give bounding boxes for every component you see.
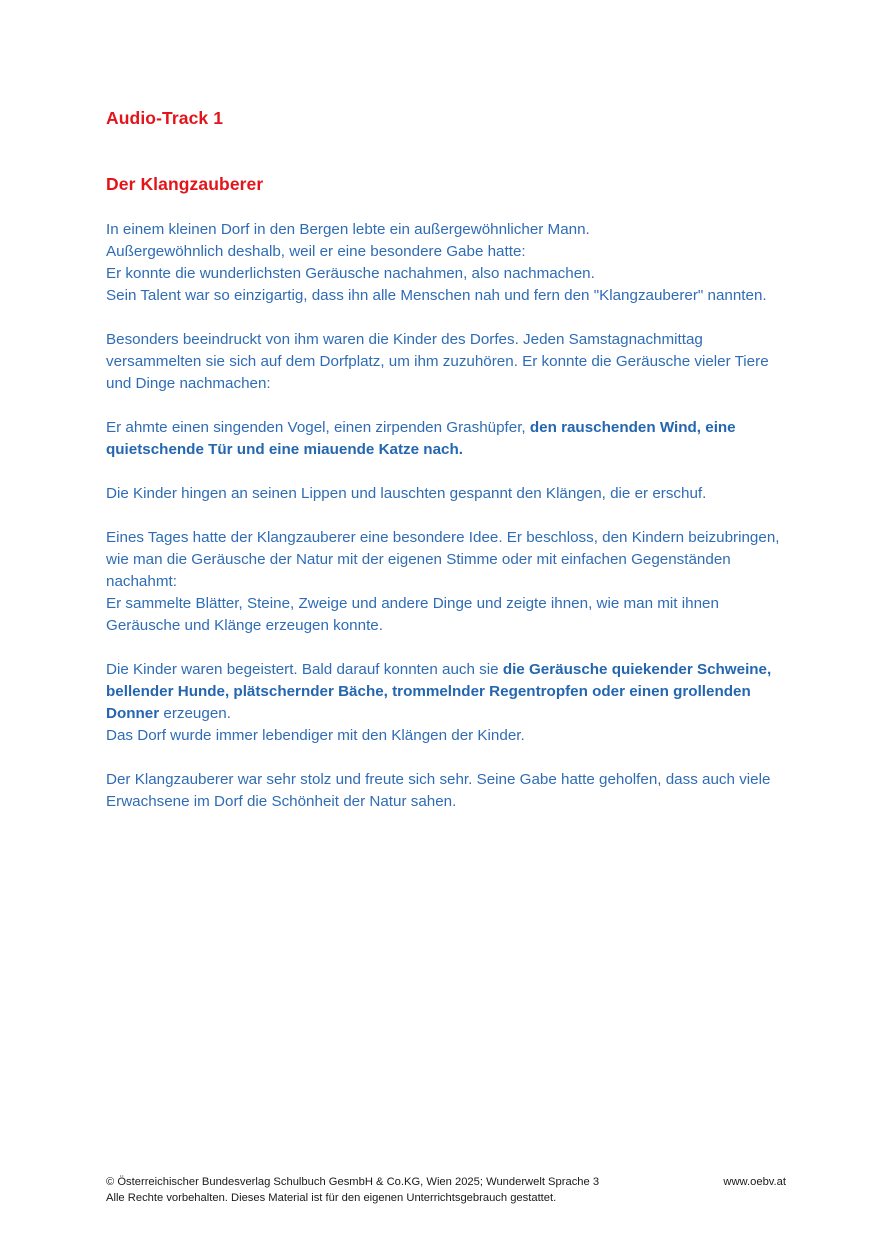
paragraph-2: Besonders beeindruckt von ihm waren die Kinder des Dorfes. Jeden Samstagnachmittag versammelten sie sich auf dem Dorfplatz, um ihm zuzuhören. Er konnte die Geräusche vieler Tiere und Dinge nachmachen: bbox=[106, 331, 769, 392]
footer-copyright: © Österreichischer Bundesverlag Schulbuch GesmbH & Co.KG, Wien 2025; Wunderwelt Sprache 3 bbox=[106, 1176, 600, 1188]
paragraph-3-bold: den rauschenden Wind, eine quietschende Tür und eine miauende Katze nach. bbox=[106, 419, 736, 458]
footer-rights: Alle Rechte vorbehalten. Dieses Material ist für den eigenen Unterrichtsgebrauch gestattet. bbox=[106, 1192, 557, 1204]
paragraph-5-line-2: Er sammelte Blätter, Steine, Zweige und andere Dinge und zeigte ihnen, wie man mit ihnen Geräusche und Klänge erzeugen konnte. bbox=[106, 595, 719, 634]
story-body bbox=[106, 219, 796, 835]
paragraph-6-line-1 bbox=[106, 659, 796, 725]
paragraph-6-after: erzeugen. bbox=[159, 705, 231, 722]
paragraph-6-line-2: Das Dorf wurde immer lebendiger mit den Klängen der Kinder. bbox=[106, 727, 525, 744]
paragraph-6-bold: die Geräusche quiekender Schweine, bellender Hunde, plätschernder Bäche, trommelnder Regentropfen oder einen grollenden Donner bbox=[106, 661, 772, 722]
paragraph-3-text: Er ahmte einen singenden Vogel, einen zirpenden Grashüpfer, bbox=[106, 419, 530, 436]
paragraph-6 bbox=[106, 659, 796, 747]
page-footer bbox=[106, 1174, 786, 1206]
paragraph-1-line-1: In einem kleinen Dorf in den Bergen lebte ein außergewöhnlicher Mann. bbox=[106, 221, 590, 238]
audio-track-title: Audio-Track 1 bbox=[106, 108, 224, 128]
paragraph-1 bbox=[106, 219, 796, 307]
paragraph-5 bbox=[106, 527, 796, 637]
footer-row bbox=[106, 1174, 786, 1190]
paragraph-1-line-2: Außergewöhnlich deshalb, weil er eine besondere Gabe hatte: bbox=[106, 243, 526, 260]
paragraph-4: Die Kinder hingen an seinen Lippen und lauschten gespannt den Klängen, die er erschuf. bbox=[106, 485, 707, 502]
paragraph-7: Der Klangzauberer war sehr stolz und freute sich sehr. Seine Gabe hatte geholfen, dass auch viele Erwachsene im Dorf die Schönheit der Natur sahen. bbox=[106, 771, 771, 810]
paragraph-1-line-4: Sein Talent war so einzigartig, dass ihn alle Menschen nah und fern den "Klangzauberer" nannten. bbox=[106, 287, 767, 304]
footer-website-link[interactable]: www.oebv.at bbox=[723, 1176, 786, 1188]
paragraph-5-line-1: Eines Tages hatte der Klangzauberer eine besondere Idee. Er beschloss, den Kindern beizubringen, wie man die Geräusche der Natur mit der eigenen Stimme oder mit einfachen Gegenständen nachahmt: bbox=[106, 529, 780, 590]
story-title: Der Klangzauberer bbox=[106, 174, 264, 194]
paragraph-6-text: Die Kinder waren begeistert. Bald darauf konnten auch sie bbox=[106, 661, 503, 678]
paragraph-3 bbox=[106, 417, 796, 461]
paragraph-1-line-3: Er konnte die wunderlichsten Geräusche nachahmen, also nachmachen. bbox=[106, 265, 595, 282]
